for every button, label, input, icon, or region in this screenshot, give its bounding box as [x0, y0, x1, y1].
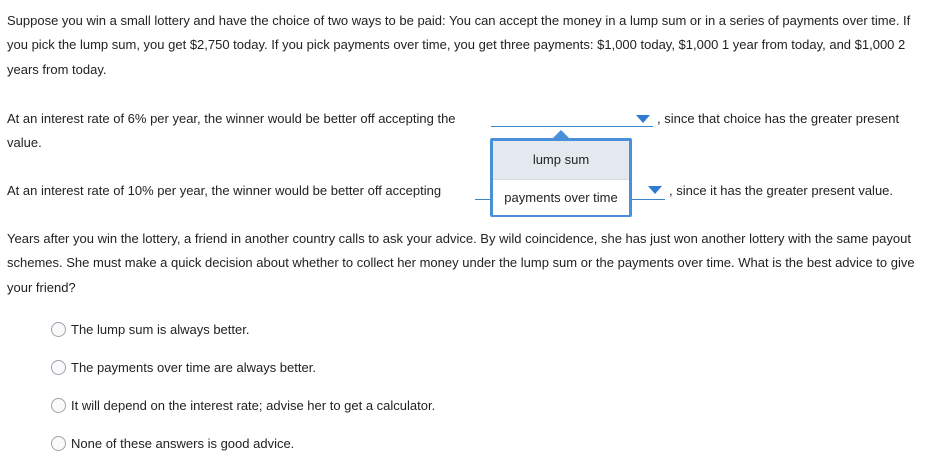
q1-text-wrap: value. — [7, 135, 42, 150]
followup-paragraph: Years after you win the lottery, a friend in another country calls to ask your advice. By wild coincidence, she has just won another lottery with the same payout schemes. She must make a quick decision about whether to collect her money under the lump sum or the payments over time. What is the best advice to give your friend? — [7, 231, 915, 295]
chevron-down-icon[interactable] — [648, 186, 662, 194]
intro-paragraph: Suppose you win a small lottery and have the choice of two ways to be paid: You can accept the money in a lump sum or in a series of payments over time. If you pick the lump sum, you get $2,750 today. If you pick payments over time, you get three payments: $1,000 today, $1,000 1 year from today, and $1,000 2 years from today. — [7, 13, 911, 77]
dropdown-popup-arrow — [553, 130, 569, 138]
q1-text-before: At an interest rate of 6% per year, the winner would be better off accepting the — [7, 111, 456, 126]
choice-label[interactable]: None of these answers is good advice. — [71, 436, 295, 451]
q1-text-after: , since that choice has the greater present — [657, 111, 900, 126]
q1-dropdown-blank[interactable] — [491, 112, 653, 127]
radio-button[interactable] — [51, 360, 66, 375]
radio-button[interactable] — [51, 436, 66, 451]
radio-button[interactable] — [51, 322, 66, 337]
q2-text-after: , since it has the greater present value. — [669, 183, 894, 198]
choice-label[interactable]: The lump sum is always better. — [71, 322, 250, 337]
q2-text-before: At an interest rate of 10% per year, the winner would be better off accepting — [7, 183, 442, 198]
dropdown-option-lump-sum[interactable]: lump sum — [493, 141, 629, 179]
choice-label[interactable]: The payments over time are always better. — [71, 360, 316, 375]
dropdown-popup — [490, 138, 632, 217]
radio-button[interactable] — [51, 398, 66, 413]
chevron-down-icon[interactable] — [636, 115, 650, 123]
dropdown-option-payments-over-time[interactable]: payments over time — [493, 179, 629, 215]
choice-label[interactable]: It will depend on the interest rate; advise her to get a calculator. — [71, 398, 436, 413]
